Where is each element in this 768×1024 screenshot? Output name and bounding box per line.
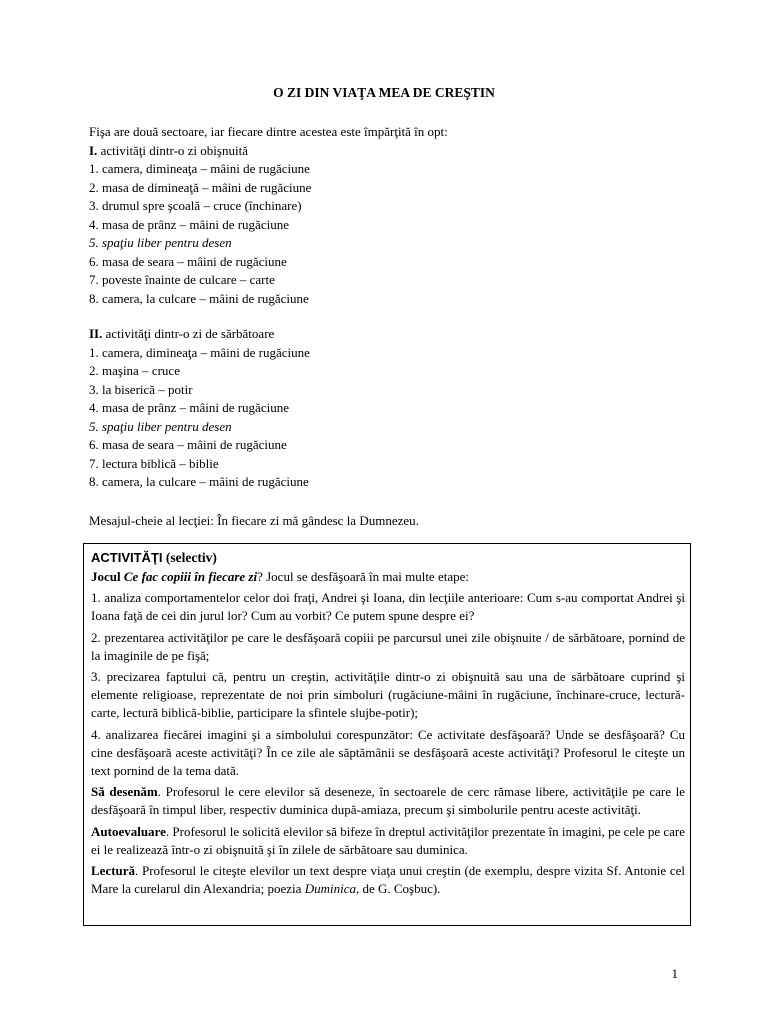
intro-block	[89, 123, 689, 308]
self-eval-label: Autoevaluare	[91, 823, 166, 839]
game-step: 1. analiza comportamentelor celor doi fraţi, Andrei şi Ioana, din lecţiile anterioare: Cum s-au comportat Andrei şi Ioana faţă de cei din jurul lor? Cum au vorbit? Ce putem spune despre ei?	[91, 590, 685, 624]
section-1-numeral: I.	[89, 142, 98, 158]
section-2-block	[89, 325, 689, 492]
activities-title-suffix: (selectiv)	[162, 550, 217, 565]
list-item: 6. masa de seara – mâini de rugăciune	[89, 437, 287, 452]
list-item-drawing-space: 5. spaţiu liber pentru desen	[89, 418, 232, 434]
section-1-heading	[89, 142, 689, 161]
page-number: 1	[671, 966, 678, 981]
list-item: 1. camera, dimineaţa – mâini de rugăciune	[89, 344, 310, 360]
game-label: Jocul	[91, 569, 121, 584]
game-step: 3. precizarea faptului că, pentru un creştin, activităţile dintr-o zi obişnuită sau una de sărbătoare cuprind şi elemente religioase, reprezentate de noi prin simboluri (rugăciune-mâini în rugăciune, închinare-cruce, lectură-carte, lectură biblică-biblie, participare la sfintele slujbe-potir);	[91, 669, 685, 721]
game-step: 4. analizarea fiecărei imagini şi a simbolului corespunzător: Ce activitate desfăşoară? Unde se desfăşoară? Cu cine desfăşoară aceste activităţi? În ce zile ale săptămânii se desfăşoară aceste activităţi? Profesorul le citeşte un text pornind de la tema dată.	[91, 726, 685, 779]
list-item: 8. camera, la culcare – mâini de rugăciune	[89, 474, 309, 489]
list-item: 3. la biserică – potir	[89, 381, 193, 397]
page-title: O ZI DIN VIAŢA MEA DE CREŞTIN	[273, 85, 495, 100]
game-step: 2. prezentarea activităţilor pe care le desfăşoară copiii pe parcursul unei zile obişnuite / de sărbătoare, pornind de la imaginile de pe fişă;	[91, 629, 685, 663]
reading-activity	[91, 862, 685, 898]
list-item: 8. camera, la culcare – mâini de rugăciune	[89, 290, 309, 306]
reading-poem: Duminica	[304, 881, 356, 897]
list-item: 1. camera, dimineaţa – mâini de rugăciune	[89, 161, 310, 176]
list-item: 3. drumul spre şcoală – cruce (închinare)	[89, 198, 302, 213]
list-item-drawing-space: 5. spaţiu liber pentru desen	[89, 235, 232, 250]
self-eval-text: . Profesorul le solicită elevilor să bifeze în dreptul activităţilor prezentate în imagini, pe cele pe care ei le realizează într-o zi obişnuită şi în zilele de sărbătoare sau duminica.	[91, 823, 685, 857]
section-1-heading-text: activităţi dintr-o zi obişnuită	[97, 142, 248, 158]
list-item: 7. poveste înainte de culcare – carte	[89, 272, 275, 287]
list-item: 4. masa de prânz – mâini de rugăciune	[89, 216, 289, 232]
self-evaluation	[91, 823, 685, 859]
game-name: Ce fac copiii în fiecare zi	[123, 569, 258, 584]
list-item: 6. masa de seara – mâini de rugăciune	[89, 253, 287, 269]
drawing-activity	[91, 783, 685, 819]
list-item: 4. masa de prânz – mâini de rugăciune	[89, 400, 289, 415]
activities-box	[83, 543, 691, 926]
reading-label: Lectură	[91, 863, 136, 879]
key-message: Mesajul-cheie al lecţiei: În fiecare zi mă gândesc la Dumnezeu.	[89, 513, 419, 528]
reading-text: . Profesorul le citeşte elevilor un text despre viaţa unui creştin (de exemplu, despre vizita Sf. Antonie cel Mare la curelarul din Alexandria; poezia	[91, 863, 685, 897]
list-item: 2. masa de dimineaţă – mâini de rugăciune	[89, 179, 312, 195]
section-2-numeral: II.	[89, 326, 103, 341]
list-item: 7. lectura biblică – biblie	[89, 455, 219, 471]
section-2-heading-text: activităţi dintr-o zi de sărbătoare	[102, 326, 275, 341]
reading-end: , de G. Coşbuc).	[355, 881, 441, 897]
section-2-heading	[89, 325, 689, 344]
game-rest: ? Jocul se desfăşoară în mai multe etape:	[257, 569, 469, 584]
activities-title-prefix: ACTIVITĂŢI	[91, 550, 163, 565]
drawing-text: . Profesorul le cere elevilor să deseneze, în sectoarele de cerc rămase libere, activităţile pe care le desfăşoară în timpul liber, respectiv duminica după-amiaza, precum şi simbolurile pentru aceste activităţi.	[91, 784, 685, 818]
list-item: 2. maşina – cruce	[89, 363, 180, 378]
drawing-label: Să desenăm	[91, 784, 158, 800]
activities-title	[91, 549, 685, 567]
intro-text: Fişa are două sectoare, iar fiecare dintre acestea este împărţită în opt:	[89, 124, 448, 139]
game-intro	[91, 568, 685, 586]
